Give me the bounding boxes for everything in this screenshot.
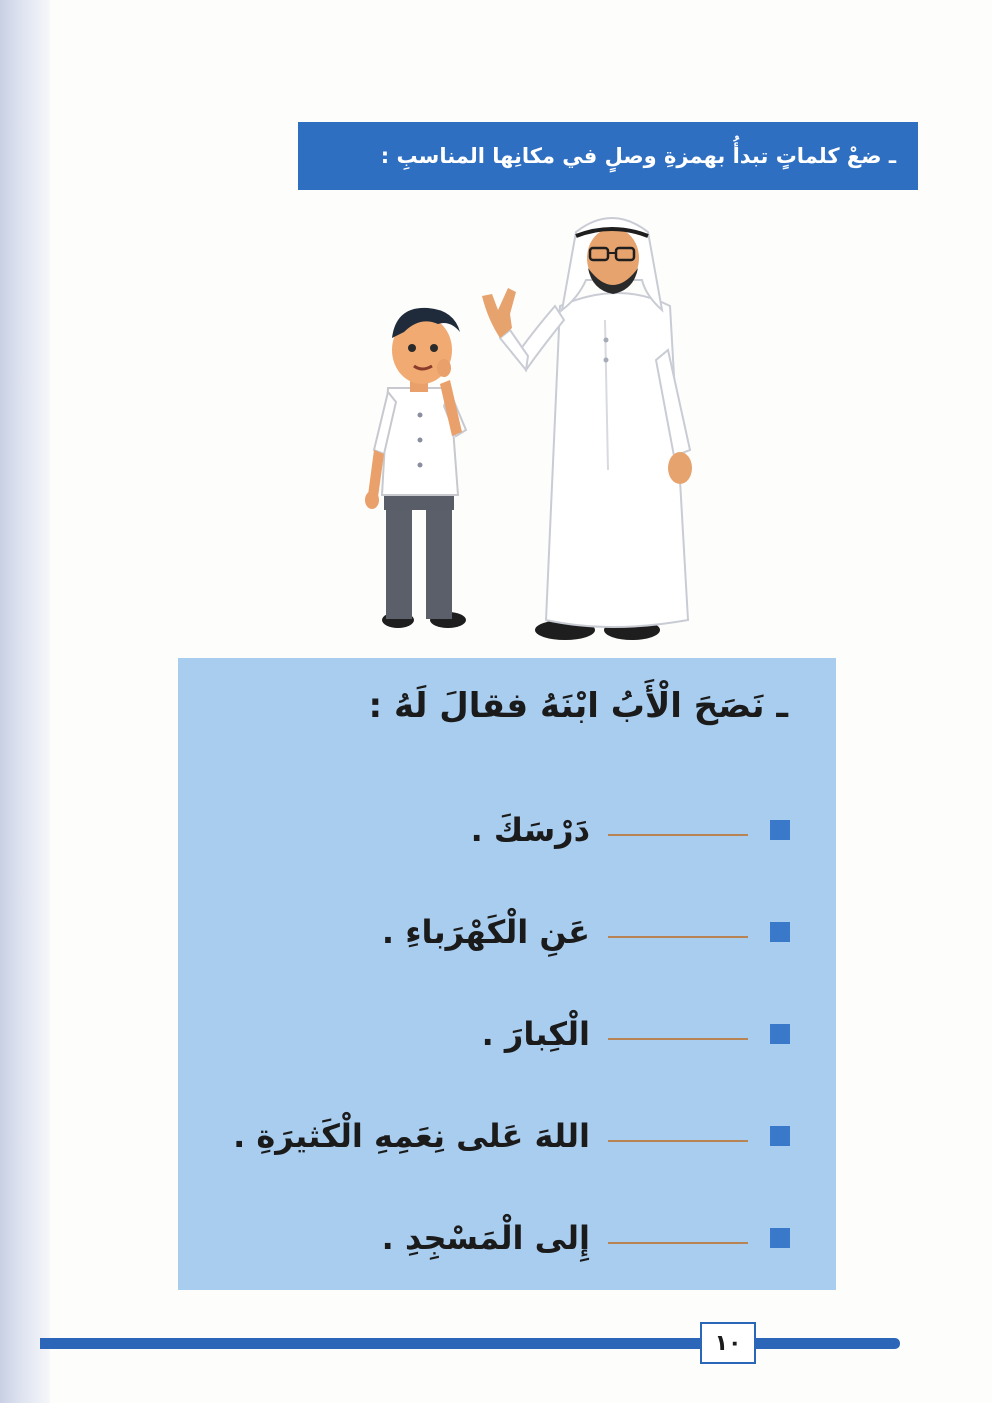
- exercise-item: [190, 1208, 790, 1268]
- bullet-square-icon: [770, 1228, 790, 1248]
- bullet-square-icon: [770, 1024, 790, 1044]
- page-number-box: [700, 1322, 756, 1364]
- item-text: اللهَ عَلى نِعَمِهِ الْكَثيرَةِ .: [233, 1117, 590, 1155]
- boy-figure: [365, 308, 466, 628]
- instruction-text: ـ ضعْ كلماتٍ تبدأُ بهمزةِ وصلٍ في مكانِها المناسبِ :: [380, 144, 896, 168]
- footer-rule: [40, 1338, 900, 1349]
- instruction-banner: [298, 122, 918, 190]
- bullet-square-icon: [770, 820, 790, 840]
- bullet-square-icon: [770, 922, 790, 942]
- answer-blank[interactable]: [608, 1242, 748, 1244]
- exercise-box: [178, 658, 836, 1290]
- exercise-item: [190, 902, 790, 962]
- exercise-prompt: ـ نَصَحَ الْأَبُ ابْنَهُ فقالَ لَهُ :: [368, 686, 788, 726]
- page-spine: [0, 0, 50, 1403]
- exercise-item: [190, 1004, 790, 1064]
- page-number: ١٠: [714, 1330, 742, 1356]
- item-text: إِلى الْمَسْجِدِ .: [381, 1219, 590, 1257]
- bullet-square-icon: [770, 1126, 790, 1146]
- item-text: دَرْسَكَ .: [470, 811, 590, 849]
- father-son-illustration: [350, 210, 710, 650]
- answer-blank[interactable]: [608, 936, 748, 938]
- item-text: الْكِبارَ .: [481, 1015, 590, 1053]
- answer-blank[interactable]: [608, 834, 748, 836]
- exercise-item: [190, 1106, 790, 1166]
- answer-blank[interactable]: [608, 1038, 748, 1040]
- answer-blank[interactable]: [608, 1140, 748, 1142]
- item-text: عَنِ الْكَهْرَباءِ .: [381, 913, 590, 951]
- exercise-item: [190, 800, 790, 860]
- father-figure: [482, 218, 692, 640]
